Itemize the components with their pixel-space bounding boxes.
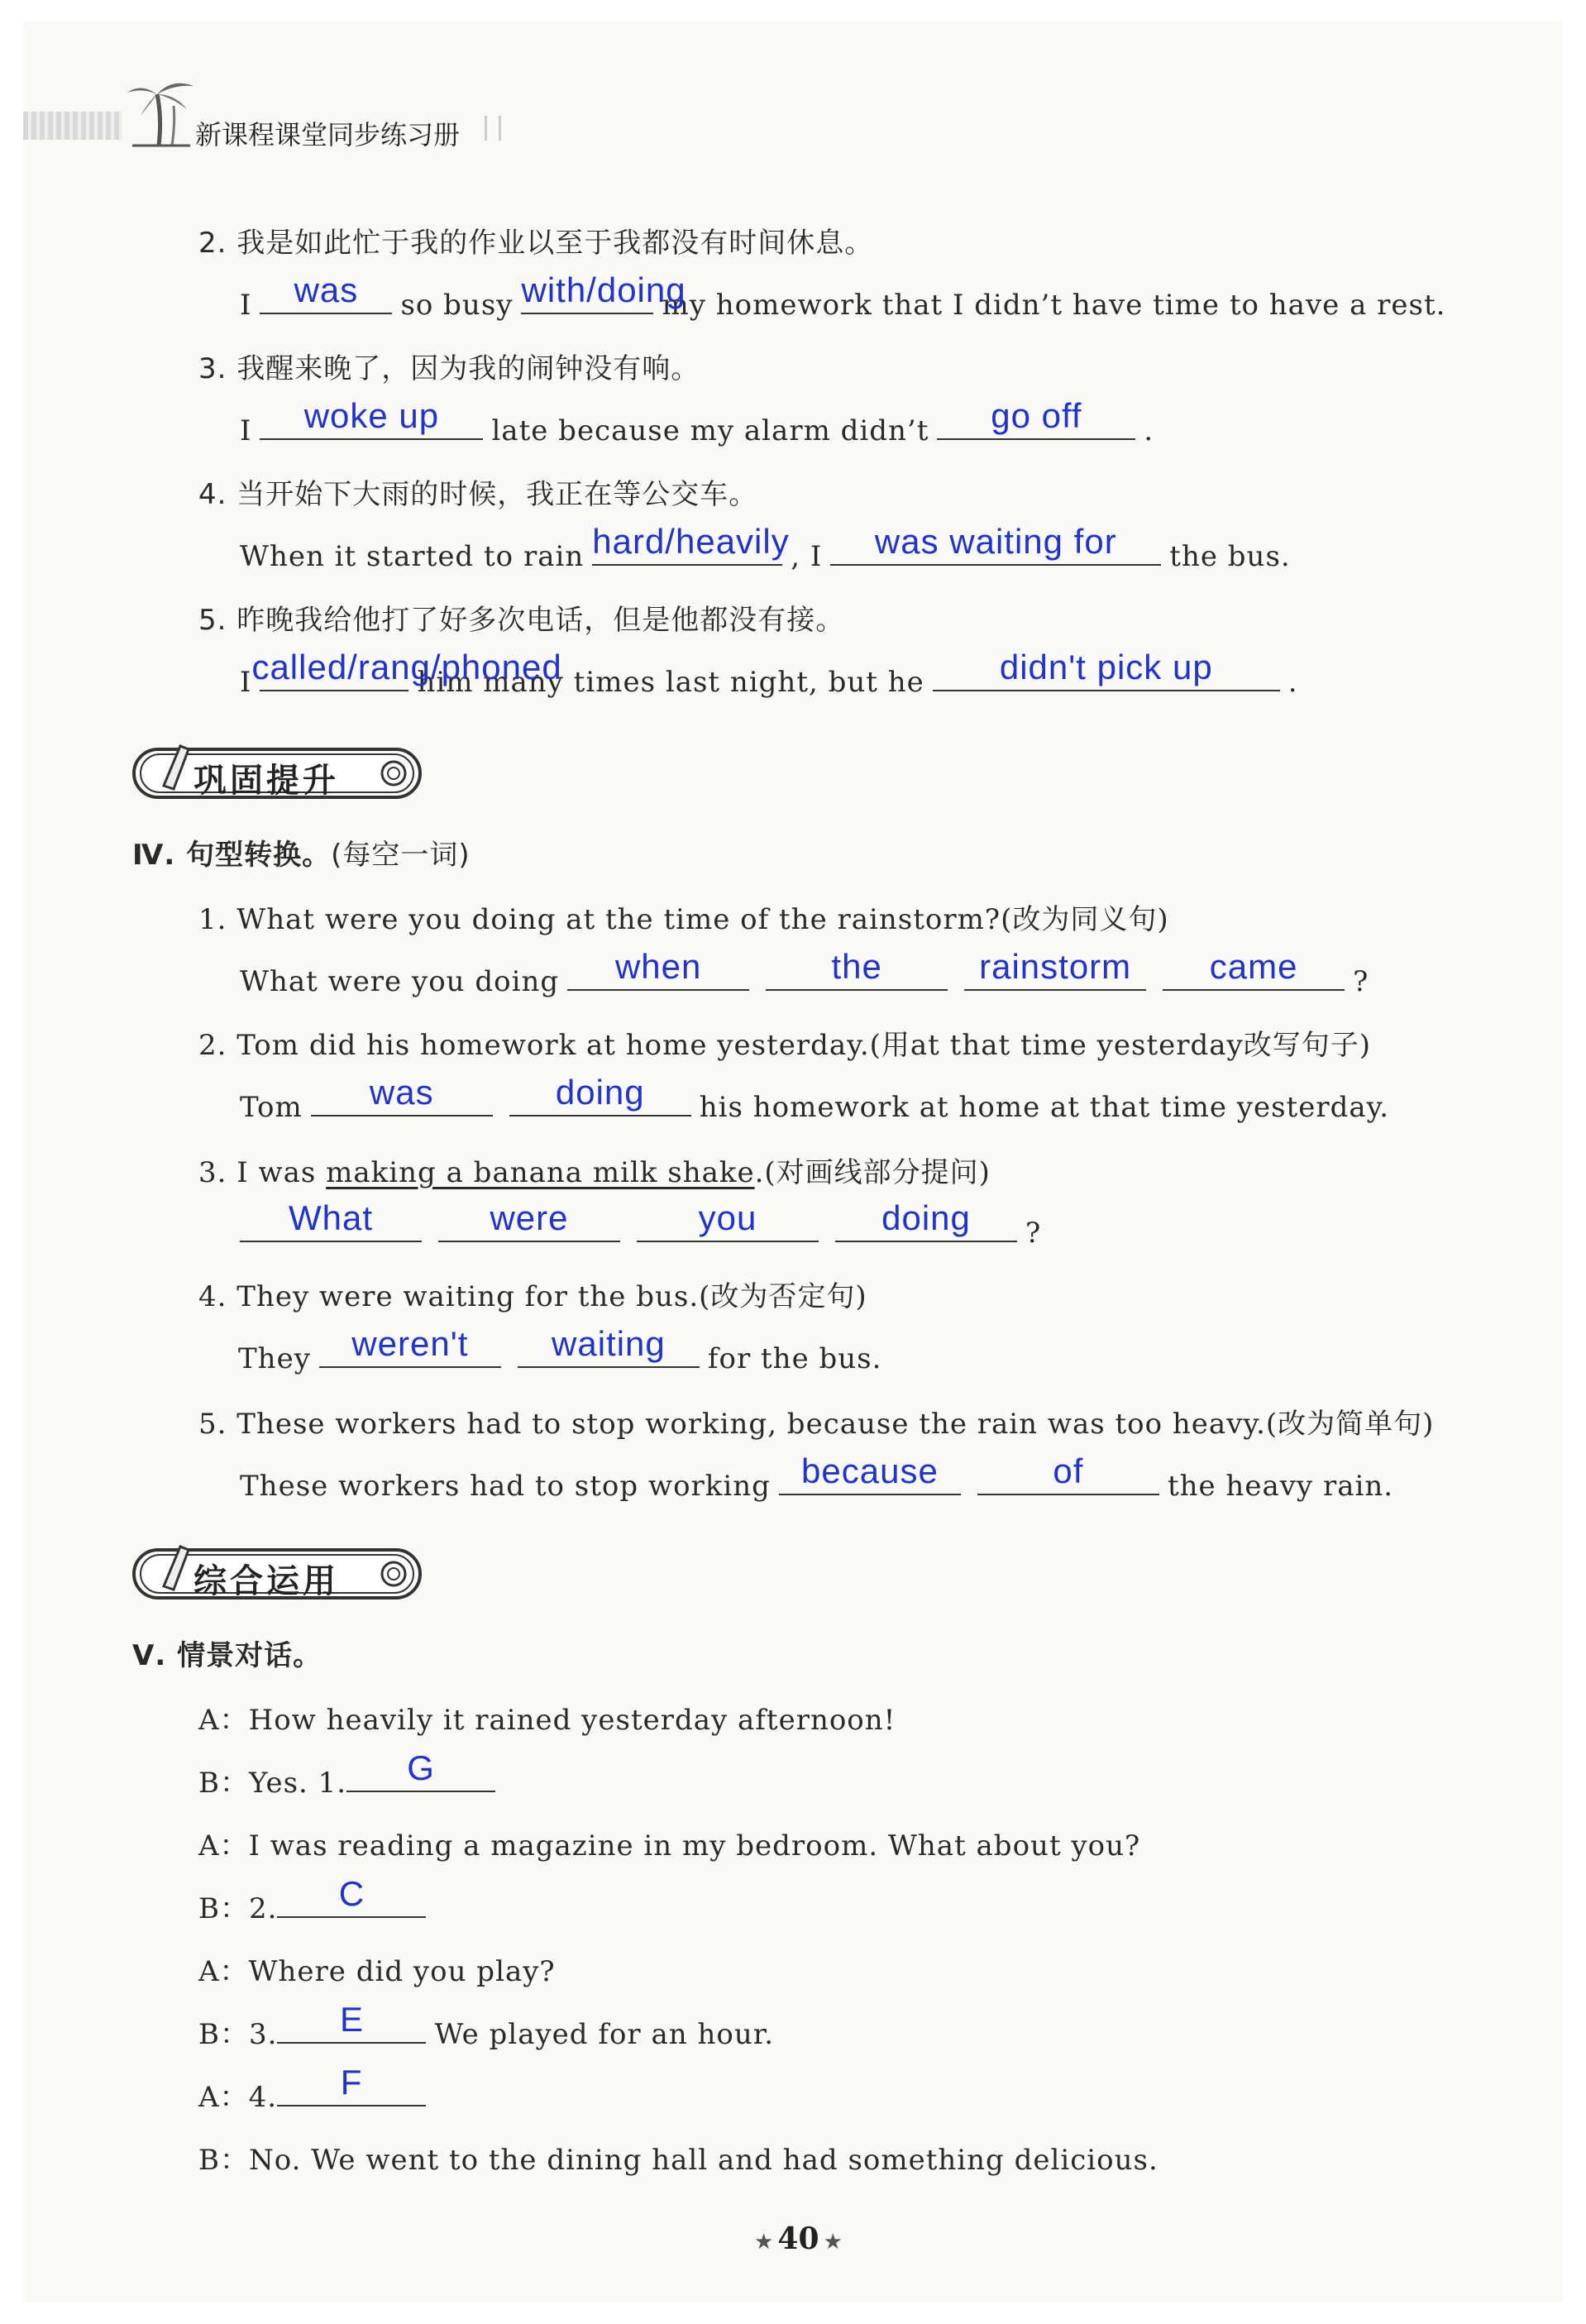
sentence-text: I xyxy=(240,666,252,699)
page-number xyxy=(754,2221,843,2256)
item-number: 1. xyxy=(198,903,227,936)
item-number: 2. xyxy=(198,1029,227,1062)
dialogue-line-2 xyxy=(198,1748,504,1800)
heading-note: (每空一词) xyxy=(331,839,471,872)
handwritten-answer: rainstorm xyxy=(979,947,1132,986)
answer-blank[interactable] xyxy=(1163,947,1345,991)
answer-blank[interactable] xyxy=(779,1451,961,1495)
heading-text: Ⅳ. 句型转换。 xyxy=(132,839,332,872)
header-divider xyxy=(485,116,501,141)
answer-blank[interactable] xyxy=(567,947,749,991)
answer-blank[interactable] xyxy=(260,270,392,314)
part5-heading: Ⅴ. 情景对话。 xyxy=(132,1639,322,1672)
answer-blank[interactable] xyxy=(509,1073,691,1117)
handwritten-answer: doing xyxy=(555,1073,645,1112)
dialogue-text: How heavily it rained yesterday afternoon! xyxy=(248,1704,896,1737)
sentence-text: Tom xyxy=(240,1091,303,1124)
question-text: Tom did his homework at home yesterday.(用at that time yesterday改写句子) xyxy=(236,1029,1371,1062)
chinese-sentence: 昨晚我给他打了好多次电话，但是他都没有接。 xyxy=(236,604,845,637)
speaker-label: A： xyxy=(198,1829,249,1863)
chinese-sentence: 我醒来晚了，因为我的闹钟没有响。 xyxy=(236,352,700,385)
star-icon: ★ xyxy=(823,2230,843,2255)
handwritten-answer: was xyxy=(369,1073,434,1112)
handwritten-answer: didn't pick up xyxy=(999,648,1213,686)
handwritten-answer: go off xyxy=(991,396,1082,435)
answer-blank[interactable] xyxy=(251,648,562,691)
answer-blank[interactable] xyxy=(835,1198,1017,1242)
answer-blank[interactable] xyxy=(830,522,1161,566)
sentence-text: When it started to rain xyxy=(240,540,585,573)
handwritten-answer: were xyxy=(490,1198,569,1237)
dialogue-line-7 xyxy=(198,2063,434,2115)
dialogue-line-5 xyxy=(198,1949,556,1989)
sentence-text: . xyxy=(1287,666,1298,699)
handwritten-answer: when xyxy=(614,947,702,986)
sentence-text: for the bus. xyxy=(707,1342,882,1375)
speaker-label: B： xyxy=(198,1892,249,1925)
handwritten-answer: waiting xyxy=(552,1324,666,1363)
answer-blank[interactable] xyxy=(319,1324,501,1368)
section-badge-comprehensive xyxy=(131,1543,428,1603)
item-number: 5. xyxy=(198,1408,227,1441)
section-badge-consolidate xyxy=(131,743,428,802)
dialogue-text: Where did you play? xyxy=(248,1955,556,1988)
sentence-text: What were you doing xyxy=(240,965,560,998)
handwritten-answer: woke up xyxy=(303,396,440,435)
handwritten-answer: the xyxy=(831,947,882,986)
dialogue-text: 4. xyxy=(248,2081,278,2114)
question-text: .(对画线部分提问) xyxy=(754,1156,991,1189)
answer-blank[interactable] xyxy=(964,947,1146,991)
dialogue-text: 2. xyxy=(249,1892,278,1925)
palm-tree-icon xyxy=(124,76,198,147)
handwritten-answer: doing xyxy=(881,1198,971,1237)
answer-blank[interactable] xyxy=(311,1073,493,1117)
sentence-text: , I xyxy=(791,540,823,573)
header-title: 新课程课堂同步练习册 xyxy=(195,119,461,151)
sentence-text: ? xyxy=(1353,965,1369,998)
handwritten-answer: weren't xyxy=(351,1324,469,1363)
dialogue-text: No. We went to the dining hall and had something delicious. xyxy=(249,2144,1158,2177)
sentence-text: my homework that I didn’t have time to have a rest. xyxy=(662,289,1446,322)
sentence-text: his homework at home at that time yesterday. xyxy=(699,1091,1390,1124)
speaker-label: B： xyxy=(198,2018,249,2051)
answer-blank[interactable] xyxy=(521,270,686,314)
handwritten-answer: with/doing xyxy=(521,270,686,309)
handwritten-answer: because xyxy=(801,1451,939,1490)
part4-heading xyxy=(132,832,471,873)
answer-blank[interactable] xyxy=(346,1748,495,1792)
handwritten-answer: came xyxy=(1209,947,1298,986)
handwritten-answer: C xyxy=(338,1874,365,1913)
handwritten-answer: was waiting for xyxy=(874,522,1117,561)
answer-blank[interactable] xyxy=(277,1874,426,1918)
chinese-sentence: 当开始下大雨的时候，我正在等公交车。 xyxy=(236,478,758,511)
sentence-text: so busy xyxy=(400,289,514,322)
answer-blank[interactable] xyxy=(933,648,1280,691)
sentence-text: him many times last night, but he xyxy=(417,666,924,699)
dialogue-line-6 xyxy=(198,2000,775,2052)
answer-blank[interactable] xyxy=(260,396,483,440)
answer-blank[interactable] xyxy=(240,1198,422,1242)
underlined-phrase: making a banana milk shake xyxy=(326,1156,755,1189)
speaker-label: A： xyxy=(198,2081,249,2114)
item-number: 3. xyxy=(198,1156,227,1189)
page-number-text: 40 xyxy=(777,2221,819,2256)
dialogue-text: 3. xyxy=(249,2018,278,2051)
handwritten-answer: F xyxy=(340,2063,363,2102)
handwritten-answer: hard/heavily xyxy=(592,522,790,561)
item-number: 3. xyxy=(198,352,227,385)
chinese-sentence: 我是如此忙于我的作业以至于我都没有时间休息。 xyxy=(236,227,874,260)
header-decor-bar xyxy=(23,112,122,140)
item-number: 4. xyxy=(198,478,227,511)
dialogue-line-8 xyxy=(198,2137,1158,2178)
sentence-text: These workers had to stop working xyxy=(240,1470,771,1503)
item-number: 4. xyxy=(198,1280,227,1313)
sentence-text: I xyxy=(240,414,252,447)
answer-blank[interactable] xyxy=(438,1198,620,1242)
sentence-text: . xyxy=(1144,414,1154,447)
sentence-text: They xyxy=(238,1342,311,1375)
handwritten-answer: What xyxy=(288,1198,374,1237)
sentence-text: late because my alarm didn’t xyxy=(491,414,929,447)
dialogue-line-1 xyxy=(198,1697,896,1738)
answer-blank[interactable] xyxy=(277,2063,426,2106)
question-text: These workers had to stop working, because the rain was too heavy.(改为简单句) xyxy=(236,1408,1435,1441)
item-number: 2. xyxy=(198,227,227,260)
section-title: 巩固提升 xyxy=(193,762,339,800)
speaker-label: A： xyxy=(198,1955,249,1988)
handwritten-answer: was xyxy=(294,270,359,309)
dialogue-text: We played for an hour. xyxy=(434,2018,775,2051)
answer-blank[interactable] xyxy=(518,1324,700,1368)
question-text: What were you doing at the time of the rainstorm?(改为同义句) xyxy=(236,903,1169,936)
handwritten-answer: called/rang/phoned xyxy=(251,648,562,686)
answer-blank[interactable] xyxy=(977,1451,1159,1495)
sentence-text: I xyxy=(240,289,252,322)
answer-blank[interactable] xyxy=(937,396,1135,440)
handwritten-answer: you xyxy=(698,1198,757,1237)
speaker-label: B： xyxy=(198,1767,249,1800)
sentence-text: the bus. xyxy=(1169,540,1291,573)
answer-blank[interactable] xyxy=(637,1198,819,1242)
handwritten-answer: G xyxy=(407,1748,435,1787)
speaker-label: B： xyxy=(198,2144,249,2177)
question-text: They were waiting for the bus.(改为否定句) xyxy=(236,1280,867,1313)
answer-blank[interactable] xyxy=(277,2000,426,2044)
question-text: I was xyxy=(236,1156,317,1189)
handwritten-answer: E xyxy=(339,2000,364,2039)
sentence-text: the heavy rain. xyxy=(1167,1470,1394,1503)
dialogue-text: Yes. 1. xyxy=(249,1767,347,1800)
handwritten-answer: of xyxy=(1053,1451,1084,1490)
speaker-label: A： xyxy=(198,1704,249,1737)
dialogue-line-3 xyxy=(198,1823,1140,1863)
section-title: 综合运用 xyxy=(193,1562,339,1600)
answer-blank[interactable] xyxy=(592,522,790,566)
answer-blank[interactable] xyxy=(766,947,948,991)
dialogue-text: I was reading a magazine in my bedroom. What about you? xyxy=(248,1829,1141,1863)
dialogue-line-4 xyxy=(198,1874,434,1926)
item-number: 5. xyxy=(198,604,227,637)
star-icon: ★ xyxy=(754,2230,774,2255)
sentence-text: ? xyxy=(1025,1217,1042,1250)
